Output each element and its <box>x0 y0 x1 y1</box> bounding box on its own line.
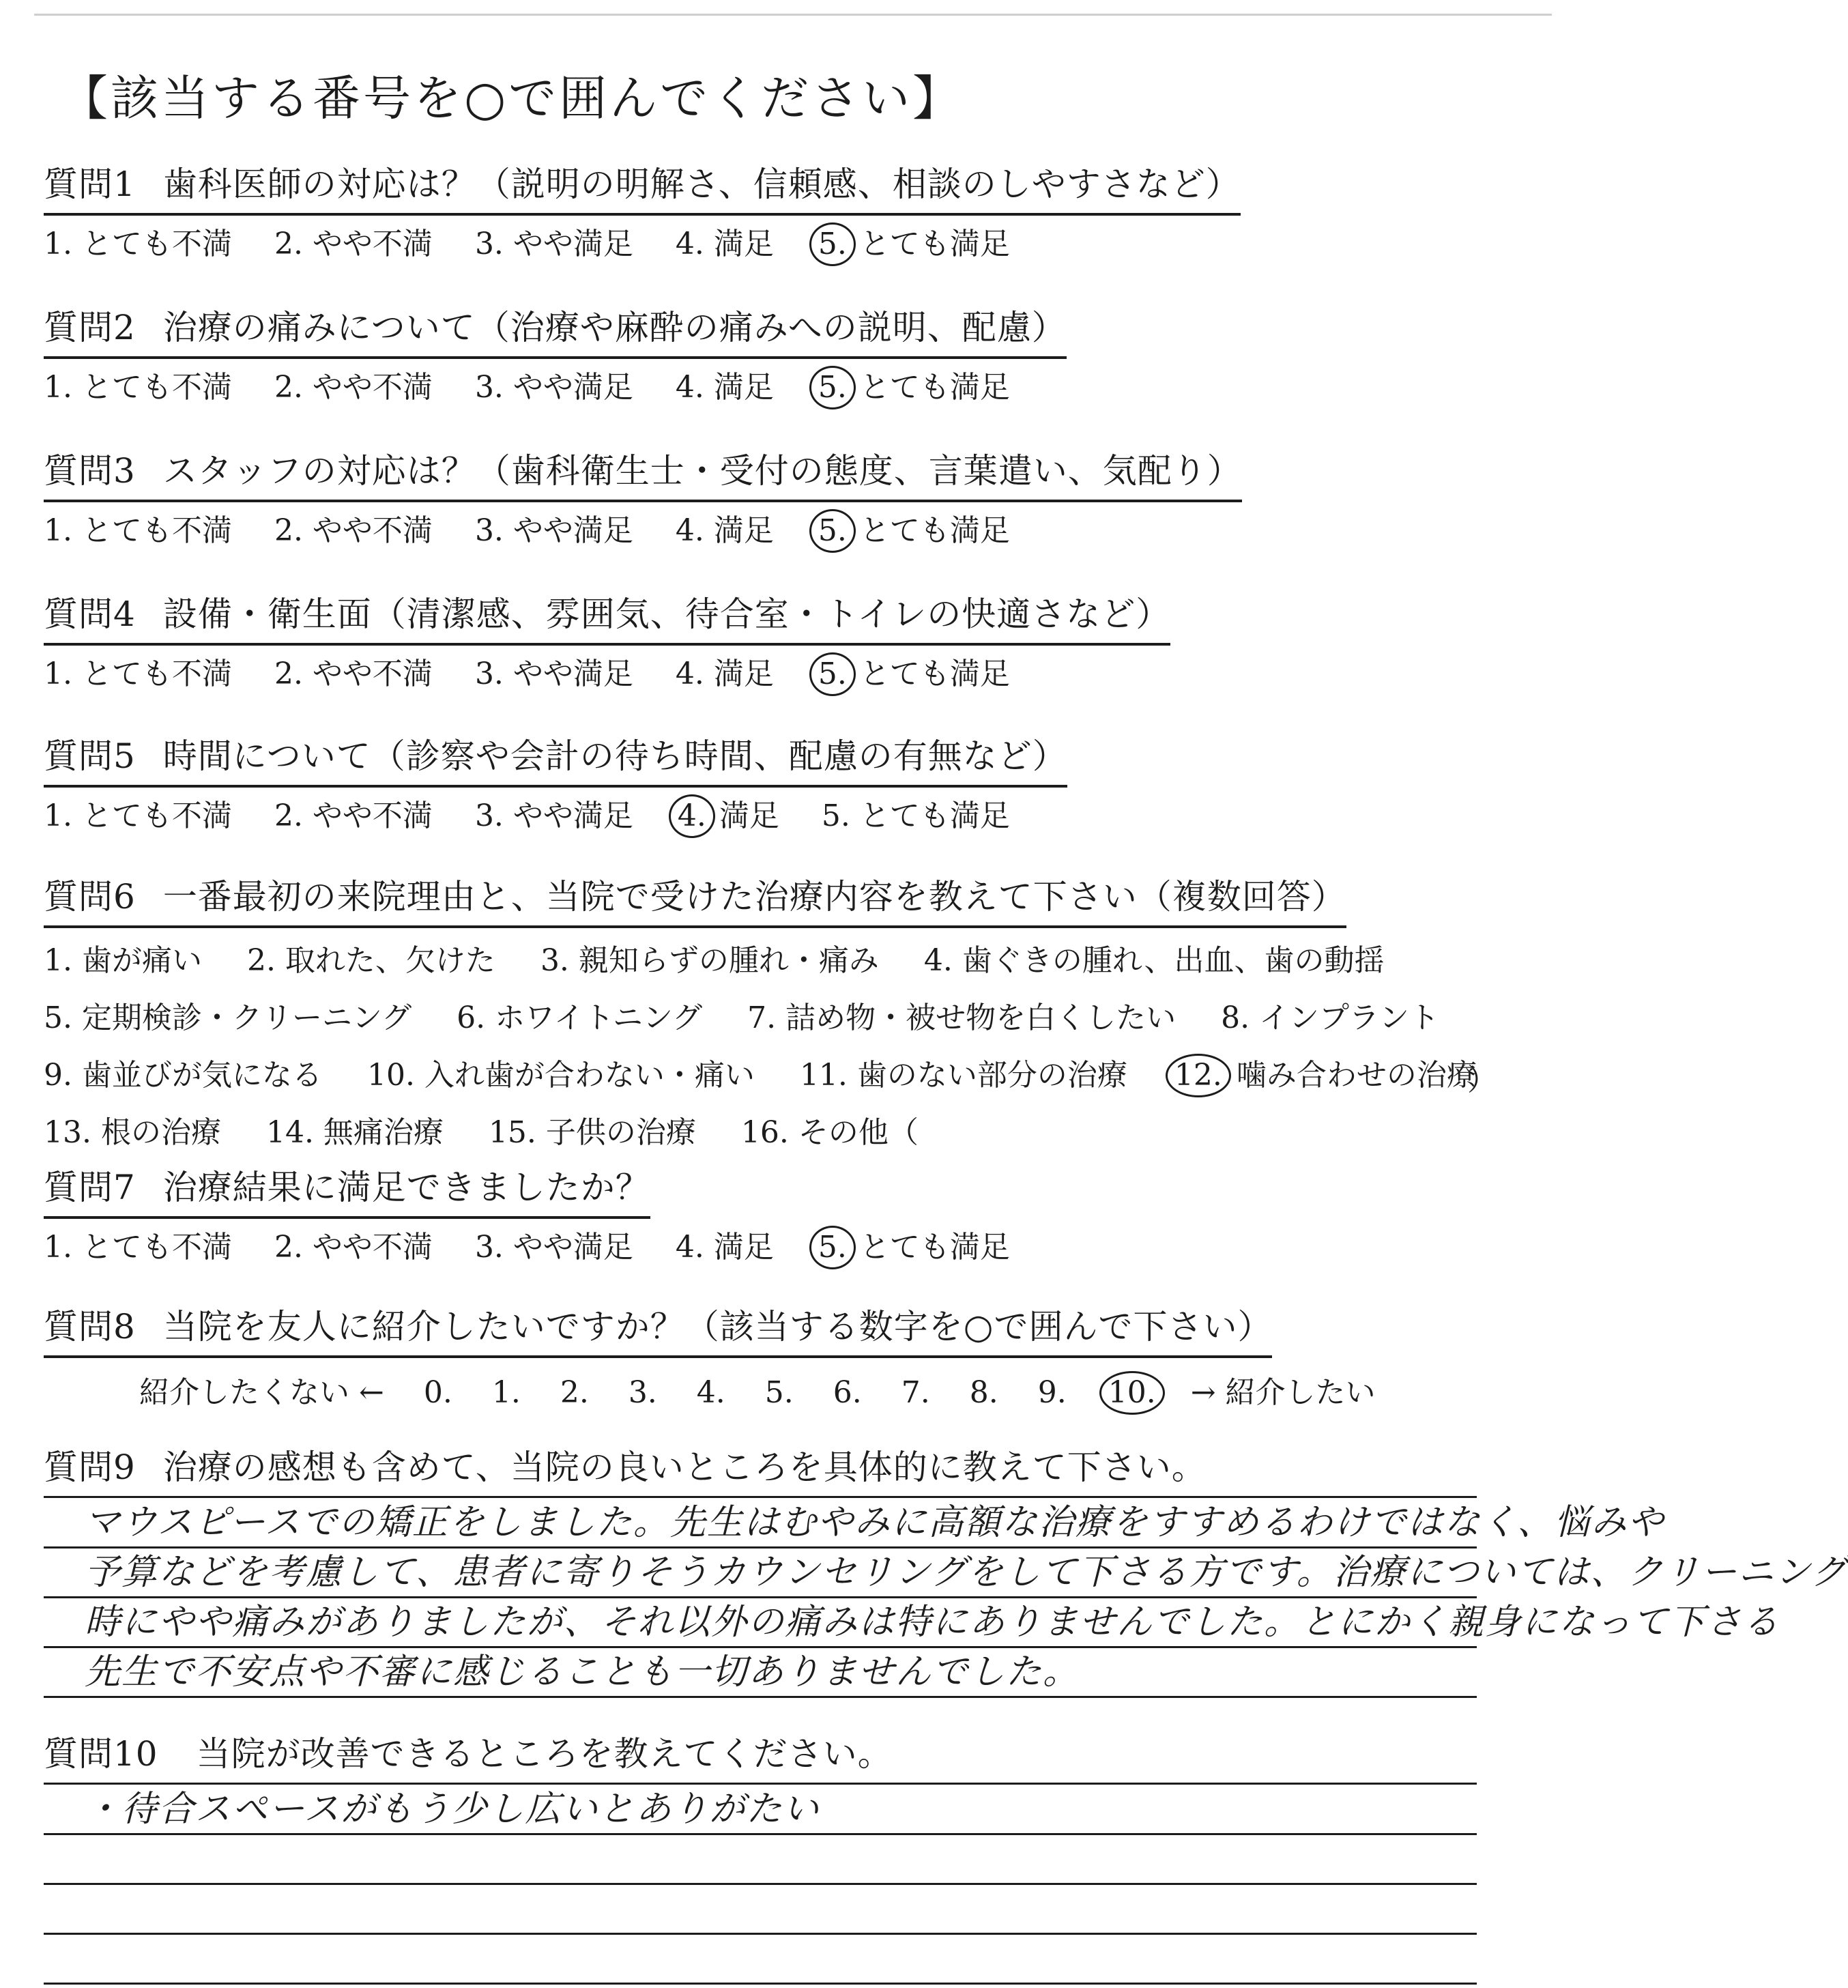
answer-line: 時にやや痛みがありましたが、それ以外の痛みは特にありませんでした。とにかく親身になって下さる <box>44 1598 1477 1648</box>
question-text: 一番最初の来院理由と、当院で受けた治療内容を教えて下さい（複数回答） <box>162 877 1346 917</box>
options-row <box>44 932 1552 990</box>
options-row <box>44 1047 1552 1104</box>
question-number: 質問4 <box>44 594 136 634</box>
question-number: 質問9 <box>44 1447 136 1487</box>
option-4[interactable]: 4. 満足 <box>675 370 774 405</box>
recommend-scale <box>139 1368 1552 1415</box>
question-number: 質問7 <box>44 1168 136 1207</box>
question-4 <box>44 587 1552 696</box>
score-0[interactable]: 0. <box>423 1375 452 1410</box>
question-10-title <box>44 1727 893 1783</box>
question-5 <box>44 729 1552 838</box>
option-2[interactable]: 2. やや不満 <box>274 798 433 833</box>
question-2 <box>44 300 1552 409</box>
question-6-title <box>44 869 1346 928</box>
answer-rule <box>44 1496 1477 1498</box>
option-3[interactable]: 3. やや満足 <box>474 1230 633 1265</box>
option-1[interactable]: 1. とても不満 <box>44 370 232 405</box>
scan-top-edge <box>34 14 1552 16</box>
question-6 <box>44 869 1552 1162</box>
option-2[interactable]: 2. 取れた、欠けた <box>246 943 495 978</box>
question-number: 質問8 <box>44 1307 136 1346</box>
question-1-title <box>44 157 1241 216</box>
option-4-circled[interactable]: 4. <box>669 794 715 838</box>
question-number: 質問10 <box>44 1734 158 1774</box>
option-5[interactable]: 5. とても満足 <box>821 798 1010 833</box>
score-6[interactable]: 6. <box>833 1375 862 1410</box>
question-text: 当院が改善できるところを教えてください。 <box>196 1734 893 1774</box>
question-9-title <box>44 1440 1207 1496</box>
option-5-label: とても満足 <box>859 513 1010 548</box>
option-6[interactable]: 6. ホワイトニング <box>457 1000 703 1035</box>
question-7-title <box>44 1160 650 1219</box>
score-8[interactable]: 8. <box>969 1375 998 1410</box>
option-4[interactable]: 4. 満足 <box>675 227 774 261</box>
score-4[interactable]: 4. <box>696 1375 725 1410</box>
question-3 <box>44 444 1552 553</box>
option-5-label: とても満足 <box>859 1230 1010 1265</box>
score-1[interactable]: 1. <box>491 1375 521 1410</box>
option-3[interactable]: 3. やや満足 <box>474 657 633 691</box>
question-number: 質問2 <box>44 308 136 347</box>
question-10 <box>44 1727 1552 1783</box>
option-13[interactable]: 13. 根の治療 <box>44 1115 221 1150</box>
option-15[interactable]: 15. 子供の治療 <box>488 1115 696 1150</box>
option-1[interactable]: 1. 歯が痛い <box>44 943 202 978</box>
q9-handwritten-answer[interactable] <box>44 1499 1848 1698</box>
other-close-paren: ） <box>1467 1063 1497 1097</box>
answer-line: 先生で不安点や不審に感じることも一切ありませんでした。 <box>44 1648 1477 1698</box>
option-5-circled[interactable]: 5. <box>809 509 856 553</box>
option-1[interactable]: 1. とても不満 <box>44 1230 232 1265</box>
option-11[interactable]: 11. 歯のない部分の治療 <box>799 1058 1127 1093</box>
option-12-label: 噛み合わせの治療 <box>1236 1058 1477 1093</box>
option-5[interactable]: 5. 定期検診・クリーニング <box>44 1000 412 1035</box>
option-8[interactable]: 8. インプラント <box>1221 1000 1440 1035</box>
option-3[interactable]: 3. やや満足 <box>474 227 633 261</box>
question-text: 当院を友人に紹介したいですか？（該当する数字を○で囲んで下さい） <box>162 1307 1273 1346</box>
option-16-other[interactable]: 16. その他（ <box>740 1115 919 1150</box>
question-3-title <box>44 444 1242 502</box>
rating-options <box>44 652 1552 696</box>
question-text: 設備・衛生面（清潔感、雰囲気、待合室・トイレの快適さなど） <box>162 594 1171 634</box>
answer-line: マウスピースでの矯正をしました。先生はむやみに高額な治療をすすめるわけではなく、悩みや <box>44 1499 1477 1548</box>
question-number: 質問5 <box>44 736 136 776</box>
option-5-circled[interactable]: 5. <box>809 366 856 409</box>
option-5-circled[interactable]: 5. <box>809 1226 856 1269</box>
multi-choice-options <box>44 932 1552 1162</box>
answer-line: 予算などを考慮して、患者に寄りそうカウンセリングをして下さる方です。治療については、クリーニング <box>44 1548 1477 1598</box>
question-8 <box>44 1299 1552 1415</box>
scale-right-label: → 紹介したい <box>1190 1375 1376 1410</box>
options-row <box>44 990 1552 1047</box>
option-2[interactable]: 2. やや不満 <box>274 227 433 261</box>
answer-rule <box>44 1783 1477 1785</box>
answer-line <box>44 1885 1477 1935</box>
score-9[interactable]: 9. <box>1037 1375 1067 1410</box>
rating-options <box>44 366 1552 409</box>
option-4-label: 満足 <box>719 798 779 833</box>
score-10-circled[interactable]: 10. <box>1099 1371 1165 1415</box>
option-4[interactable]: 4. 満足 <box>675 657 774 691</box>
option-1[interactable]: 1. とても不満 <box>44 657 232 691</box>
page-title: 【該当する番号を○で囲んでください】 <box>60 70 964 126</box>
rating-options <box>44 222 1552 266</box>
question-8-title <box>44 1299 1272 1358</box>
option-1[interactable]: 1. とても不満 <box>44 227 232 261</box>
option-5-circled[interactable]: 5. <box>809 652 856 696</box>
question-1 <box>44 157 1552 266</box>
option-1[interactable]: 1. とても不満 <box>44 798 232 833</box>
answer-line <box>44 1835 1477 1885</box>
question-2-title <box>44 300 1067 359</box>
option-3[interactable]: 3. やや満足 <box>474 370 633 405</box>
option-5-label: とても満足 <box>859 370 1010 405</box>
question-number: 質問3 <box>44 451 136 491</box>
question-text: 治療結果に満足できましたか？ <box>162 1168 650 1207</box>
option-5-circled[interactable]: 5. <box>809 222 856 266</box>
question-7 <box>44 1160 1552 1269</box>
score-7[interactable]: 7. <box>901 1375 930 1410</box>
question-9 <box>44 1440 1552 1496</box>
question-4-title <box>44 587 1170 646</box>
option-2[interactable]: 2. やや不満 <box>274 657 433 691</box>
question-number: 質問1 <box>44 164 136 204</box>
q10-handwritten-answer[interactable] <box>44 1785 1477 1985</box>
options-row <box>44 1104 1552 1162</box>
question-text: 時間について（診察や会計の待ち時間、配慮の有無など） <box>162 736 1067 776</box>
question-text: 治療の感想も含めて、当院の良いところを具体的に教えて下さい。 <box>162 1447 1207 1487</box>
option-3[interactable]: 3. やや満足 <box>474 513 633 548</box>
rating-options <box>44 509 1552 553</box>
option-5-label: とても満足 <box>859 227 1010 261</box>
option-2[interactable]: 2. やや不満 <box>274 1230 433 1265</box>
option-5-label: とても満足 <box>859 657 1010 691</box>
rating-options <box>44 794 1552 838</box>
answer-line <box>44 1935 1477 1985</box>
answer-line: ・待合スペースがもう少し広いとありがたい <box>44 1785 1477 1835</box>
option-3[interactable]: 3. 親知らずの腫れ・痛み <box>540 943 879 978</box>
question-text: 治療の痛みについて（治療や麻酔の痛みへの説明、配慮） <box>162 308 1067 347</box>
score-5[interactable]: 5. <box>764 1375 794 1410</box>
option-1[interactable]: 1. とても不満 <box>44 513 232 548</box>
option-12-circled[interactable]: 12. <box>1166 1054 1231 1097</box>
option-3[interactable]: 3. やや満足 <box>474 798 633 833</box>
scale-left-label: 紹介したくない ← <box>139 1375 384 1410</box>
option-4[interactable]: 4. 満足 <box>675 513 774 548</box>
question-text: スタッフの対応は？（歯科衛生士・受付の態度、言葉遣い、気配り） <box>162 451 1242 491</box>
question-text: 歯科医師の対応は？（説明の明解さ、信頼感、相談のしやすさなど） <box>162 164 1241 204</box>
option-10[interactable]: 10. 入れ歯が合わない・痛い <box>366 1058 755 1093</box>
option-2[interactable]: 2. やや不満 <box>274 370 433 405</box>
question-5-title <box>44 729 1067 788</box>
option-4[interactable]: 4. 歯ぐきの腫れ、出血、歯の動揺 <box>923 943 1385 978</box>
option-9[interactable]: 9. 歯並びが気になる <box>44 1058 322 1093</box>
option-2[interactable]: 2. やや不満 <box>274 513 433 548</box>
option-4[interactable]: 4. 満足 <box>675 1230 774 1265</box>
question-number: 質問6 <box>44 877 136 917</box>
option-14[interactable]: 14. 無痛治療 <box>265 1115 444 1150</box>
rating-options <box>44 1226 1552 1269</box>
option-7[interactable]: 7. 詰め物・被せ物を白くしたい <box>747 1000 1176 1035</box>
score-3[interactable]: 3. <box>628 1375 657 1410</box>
score-2[interactable]: 2. <box>560 1375 589 1410</box>
